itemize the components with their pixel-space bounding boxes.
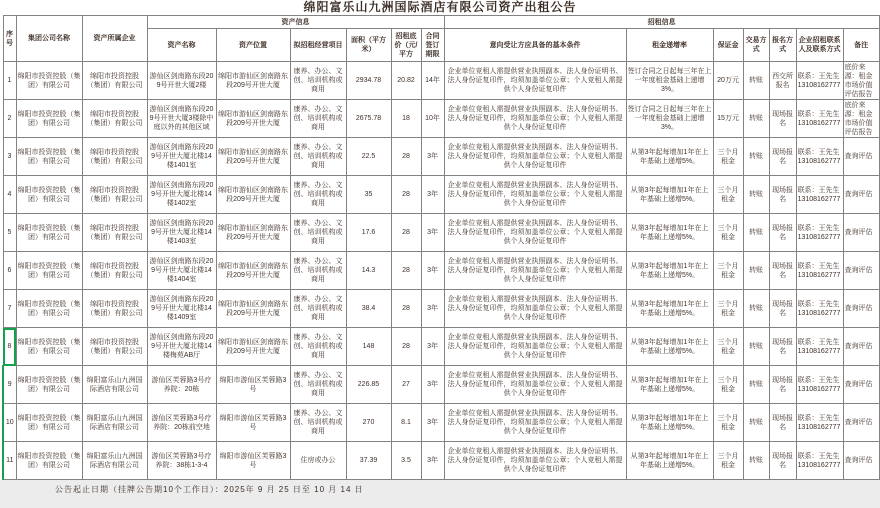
cell-seq[interactable]: 11 <box>3 442 16 480</box>
column-header-asset-name[interactable]: 资产名称 <box>147 29 216 62</box>
cell-business[interactable]: 康养、办公、文创、培训机构或商用 <box>290 366 346 404</box>
table-row <box>3 62 879 100</box>
cell-signup-method[interactable]: 现场报名 <box>769 252 796 290</box>
cell-area[interactable]: 2934.78 <box>346 62 391 100</box>
cell-owner[interactable]: 绵阳市投资控股（集团）有限公司 <box>82 290 147 328</box>
cell-term[interactable]: 14年 <box>421 62 444 100</box>
cell-trade-method[interactable]: 转账 <box>743 328 769 366</box>
table-row <box>3 214 879 252</box>
cell-signup-method[interactable]: 现场报名 <box>769 442 796 480</box>
cell-seq[interactable]: 6 <box>3 252 16 290</box>
cell-signup-method[interactable]: 西交所报名 <box>769 62 796 100</box>
column-header-asset-location[interactable]: 资产位置 <box>216 29 290 62</box>
cell-rent-increase[interactable]: 从第3年起每增加1年在上年基础上递增5%。 <box>626 138 713 176</box>
cell-contact[interactable]: 联系：王先生13108162777 <box>796 404 843 442</box>
cell-term[interactable]: 3年 <box>421 138 444 176</box>
cell-asset-name[interactable]: 游仙区剑南路东段209号开世大厦3楼除中庭以外的其他区域 <box>147 100 216 138</box>
cell-asset-name[interactable]: 游仙区剑南路东段209号开世大厦2楼 <box>147 62 216 100</box>
cell-base-price[interactable]: 18 <box>391 100 421 138</box>
cell-area[interactable]: 35 <box>346 176 391 214</box>
cell-remarks[interactable]: 底价来源：租金市场价值评估报告 <box>843 100 879 138</box>
cell-owner[interactable]: 绵阳市投资控股（集团）有限公司 <box>82 214 147 252</box>
cell-remarks[interactable]: 查询评估 <box>843 290 879 328</box>
cell-group-company[interactable]: 绵阳市投资控股（集团）有限公司 <box>16 404 82 442</box>
cell-contact[interactable]: 联系：王先生13108162777 <box>796 328 843 366</box>
cell-contact[interactable]: 联系：王先生13108162777 <box>796 100 843 138</box>
group-header-asset-info[interactable]: 资产信息 <box>147 16 444 29</box>
cell-rent-increase[interactable]: 从第3年起每增加1年在上年基础上递增5%。 <box>626 404 713 442</box>
column-header-deposit[interactable]: 保证金 <box>713 29 743 62</box>
cell-contact[interactable]: 联系：王先生13108162777 <box>796 442 843 480</box>
asset-rental-table <box>2 15 880 480</box>
cell-area[interactable]: 17.6 <box>346 214 391 252</box>
cell-seq[interactable]: 2 <box>3 100 16 138</box>
cell-business[interactable]: 康养、办公、文创、培训机构或商用 <box>290 214 346 252</box>
cell-base-price[interactable]: 3.5 <box>391 442 421 480</box>
cell-group-company[interactable]: 绵阳市投资控股（集团）有限公司 <box>16 214 82 252</box>
cell-base-price[interactable]: 28 <box>391 252 421 290</box>
header-group-row <box>3 16 879 29</box>
cell-trade-method[interactable]: 转账 <box>743 176 769 214</box>
cell-deposit[interactable]: 三个月租金 <box>713 290 743 328</box>
cell-business[interactable]: 康养、办公、文创、培训机构或商用 <box>290 252 346 290</box>
table-row <box>3 366 879 404</box>
cell-asset-name[interactable]: 游仙区剑南路东段209号开世大厦北楼14楼1404室 <box>147 252 216 290</box>
cell-term[interactable]: 3年 <box>421 328 444 366</box>
cell-owner[interactable]: 绵阳富乐山九洲国际酒店有限公司 <box>82 404 147 442</box>
cell-term[interactable]: 10年 <box>421 100 444 138</box>
cell-trade-method[interactable]: 转账 <box>743 214 769 252</box>
selected-cell[interactable]: 8 <box>3 328 16 366</box>
cell-asset-name[interactable]: 游仙区剑南路东段209号开世大厦北楼14楼1403室 <box>147 214 216 252</box>
cell-signup-method[interactable]: 现场报名 <box>769 138 796 176</box>
cell-conditions[interactable]: 企业单位竞租人需提供营业执照副本、法人身份证明书、法人身份证复印件，均须加盖单位公章；个人竞租人需提供个人身份证复印件 <box>444 176 626 214</box>
cell-deposit[interactable]: 三个月租金 <box>713 366 743 404</box>
cell-business[interactable]: 康养、办公、文创、培训机构或商用 <box>290 100 346 138</box>
cell-area[interactable]: 37.39 <box>346 442 391 480</box>
column-header-base-price[interactable]: 招租底价（元/平方 <box>391 29 421 62</box>
cell-signup-method[interactable]: 现场报名 <box>769 100 796 138</box>
cell-business[interactable]: 康养、办公、文创、培训机构或商用 <box>290 176 346 214</box>
cell-area[interactable]: 38.4 <box>346 290 391 328</box>
cell-deposit[interactable]: 三个月租金 <box>713 252 743 290</box>
announcement-period-note: 公告起止日期（挂牌公告期10个工作日）：2025年 9 月 25 日至 10 月 14 日 <box>0 480 880 502</box>
cell-area[interactable]: 226.85 <box>346 366 391 404</box>
cell-conditions[interactable]: 企业单位竞租人需提供营业执照副本、法人身份证明书、法人身份证复印件，均须加盖单位公章；个人竞租人需提供个人身份证复印件 <box>444 252 626 290</box>
cell-remarks[interactable]: 底价来源：租金市场价值评估报告 <box>843 62 879 100</box>
table-body <box>3 62 879 480</box>
cell-seq[interactable]: 10 <box>3 404 16 442</box>
cell-rent-increase[interactable]: 签订合同之日起每三年在上一年度租金基础上递增3%。 <box>626 100 713 138</box>
cell-deposit[interactable]: 三个月租金 <box>713 328 743 366</box>
cell-term[interactable]: 3年 <box>421 214 444 252</box>
cell-asset-name[interactable]: 游仙区剑南路东段209号开世大厦北楼14楼1401室 <box>147 138 216 176</box>
cell-deposit[interactable]: 20万元 <box>713 62 743 100</box>
cell-asset-name[interactable]: 游仙区芙蓉路3号疗养院：20栋前空地 <box>147 404 216 442</box>
cell-asset-location[interactable]: 绵阳市游仙区剑南路东段209号开世大厦 <box>216 176 290 214</box>
cell-asset-location[interactable]: 绵阳市游仙区剑南路东段209号开世大厦 <box>216 252 290 290</box>
cell-rent-increase[interactable]: 从第3年起每增加1年在上年基础上递增5%。 <box>626 176 713 214</box>
column-header-remarks[interactable]: 备注 <box>843 29 879 62</box>
column-header-trade-method[interactable]: 交易方式 <box>743 29 769 62</box>
cell-rent-increase[interactable]: 从第3年起每增加1年在上年基础上递增5%。 <box>626 214 713 252</box>
cell-asset-name[interactable]: 游仙区芙蓉路3号疗养院：38栋1-3-4 <box>147 442 216 480</box>
cell-remarks[interactable]: 查询评估 <box>843 138 879 176</box>
cell-term[interactable]: 3年 <box>421 290 444 328</box>
cell-owner[interactable]: 绵阳市投资控股（集团）有限公司 <box>82 252 147 290</box>
cell-signup-method[interactable]: 现场报名 <box>769 366 796 404</box>
cell-contact[interactable]: 联系：王先生13108162777 <box>796 252 843 290</box>
cell-area[interactable]: 148 <box>346 328 391 366</box>
cell-signup-method[interactable]: 现场报名 <box>769 290 796 328</box>
cell-deposit[interactable]: 三个月租金 <box>713 176 743 214</box>
cell-term[interactable]: 3年 <box>421 404 444 442</box>
cell-business[interactable]: 康养、办公、文创、培训机构或商用 <box>290 404 346 442</box>
cell-group-company[interactable]: 绵阳市投资控股（集团）有限公司 <box>16 138 82 176</box>
cell-rent-increase[interactable]: 从第3年起每增加1年在上年基础上递增5%。 <box>626 366 713 404</box>
cell-business[interactable]: 康养、办公、文创、培训机构或商用 <box>290 290 346 328</box>
cell-group-company[interactable]: 绵阳市投资控股（集团）有限公司 <box>16 442 82 480</box>
cell-term[interactable]: 3年 <box>421 176 444 214</box>
cell-remarks[interactable]: 查询评估 <box>843 442 879 480</box>
column-header-seq[interactable]: 序号 <box>3 16 16 62</box>
cell-asset-name[interactable]: 游仙区芙蓉路3号疗养院：20栋 <box>147 366 216 404</box>
cell-business[interactable]: 住房或办公 <box>290 442 346 480</box>
cell-area[interactable]: 2675.78 <box>346 100 391 138</box>
cell-asset-location[interactable]: 绵阳市游仙区剑南路东段209号开世大厦 <box>216 62 290 100</box>
page-title: 绵阳富乐山九洲国际酒店有限公司资产出租公告 <box>303 0 577 14</box>
column-header-owner[interactable]: 资产所属企业 <box>82 16 147 62</box>
cell-base-price[interactable]: 28 <box>391 214 421 252</box>
cell-conditions[interactable]: 企业单位竞租人需提供营业执照副本、法人身份证明书、法人身份证复印件，均须加盖单位公章；个人竞租人需提供个人身份证复印件 <box>444 404 626 442</box>
cell-base-price[interactable]: 20.82 <box>391 62 421 100</box>
cell-asset-location[interactable]: 绵阳市游仙区剑南路东段209号开世大厦 <box>216 290 290 328</box>
cell-contact[interactable]: 联系：王先生13108162777 <box>796 290 843 328</box>
cell-deposit[interactable]: 三个月租金 <box>713 138 743 176</box>
cell-remarks[interactable]: 查询评估 <box>843 214 879 252</box>
cell-asset-location[interactable]: 绵阳市游仙区芙蓉路3号 <box>216 442 290 480</box>
cell-signup-method[interactable]: 现场报名 <box>769 176 796 214</box>
cell-trade-method[interactable]: 转账 <box>743 138 769 176</box>
cell-conditions[interactable]: 企业单位竞租人需提供营业执照副本、法人身份证明书、法人身份证复印件，均须加盖单位公章；个人竞租人需提供个人身份证复印件 <box>444 328 626 366</box>
cell-deposit[interactable]: 15万元 <box>713 100 743 138</box>
cell-contact[interactable]: 联系：王先生13108162777 <box>796 62 843 100</box>
cell-remarks[interactable]: 查询评估 <box>843 404 879 442</box>
cell-area[interactable]: 14.3 <box>346 252 391 290</box>
cell-remarks[interactable]: 查询评估 <box>843 252 879 290</box>
cell-group-company[interactable]: 绵阳市投资控股（集团）有限公司 <box>16 252 82 290</box>
cell-owner[interactable]: 绵阳市投资控股（集团）有限公司 <box>82 138 147 176</box>
cell-contact[interactable]: 联系：王先生13108162777 <box>796 366 843 404</box>
cell-trade-method[interactable]: 转账 <box>743 290 769 328</box>
cell-conditions[interactable]: 企业单位竞租人需提供营业执照副本、法人身份证明书、法人身份证复印件，均须加盖单位公章；个人竞租人需提供个人身份证复印件 <box>444 442 626 480</box>
cell-remarks[interactable]: 查询评估 <box>843 176 879 214</box>
cell-term[interactable]: 3年 <box>421 442 444 480</box>
cell-rent-increase[interactable]: 签订合同之日起每三年在上一年度租金基础上递增3%。 <box>626 62 713 100</box>
group-header-rental-info[interactable]: 招租信息 <box>444 16 879 29</box>
cell-asset-name[interactable]: 游仙区剑南路东段209号开世大厦北楼14楼梅苑AB厅 <box>147 328 216 366</box>
column-header-business[interactable]: 拟招租经营项目 <box>290 29 346 62</box>
table-row <box>3 404 879 442</box>
cell-asset-name[interactable]: 游仙区剑南路东段209号开世大厦北楼14楼1402室 <box>147 176 216 214</box>
column-header-conditions[interactable]: 意向受让方应具备的基本条件 <box>444 29 626 62</box>
cell-base-price[interactable]: 28 <box>391 328 421 366</box>
table-row <box>3 100 879 138</box>
table-row <box>3 138 879 176</box>
cell-conditions[interactable]: 企业单位竞租人需提供营业执照副本、法人身份证明书、法人身份证复印件，均须加盖单位公章；个人竞租人需提供个人身份证复印件 <box>444 290 626 328</box>
cell-asset-location[interactable]: 绵阳市游仙区芙蓉路3号 <box>216 404 290 442</box>
cell-asset-location[interactable]: 绵阳市游仙区剑南路东段209号开世大厦 <box>216 138 290 176</box>
cell-term[interactable]: 3年 <box>421 252 444 290</box>
cell-seq[interactable]: 9 <box>3 366 16 404</box>
cell-group-company[interactable]: 绵阳市投资控股（集团）有限公司 <box>16 366 82 404</box>
cell-contact[interactable]: 联系：王先生13108162777 <box>796 138 843 176</box>
cell-area[interactable]: 270 <box>346 404 391 442</box>
cell-term[interactable]: 3年 <box>421 366 444 404</box>
cell-trade-method[interactable]: 转账 <box>743 442 769 480</box>
cell-business[interactable]: 康养、办公、文创、培训机构或商用 <box>290 62 346 100</box>
cell-asset-location[interactable]: 绵阳市游仙区剑南路东段209号开世大厦 <box>216 214 290 252</box>
cell-deposit[interactable]: 三个月租金 <box>713 404 743 442</box>
cell-signup-method[interactable]: 现场报名 <box>769 214 796 252</box>
column-header-term[interactable]: 合同签订期限 <box>421 29 444 62</box>
cell-base-price[interactable]: 8.1 <box>391 404 421 442</box>
cell-trade-method[interactable]: 转账 <box>743 252 769 290</box>
cell-seq[interactable]: 5 <box>3 214 16 252</box>
cell-conditions[interactable]: 企业单位竞租人需提供营业执照副本、法人身份证明书、法人身份证复印件，均须加盖单位公章；个人竞租人需提供个人身份证复印件 <box>444 100 626 138</box>
cell-owner[interactable]: 绵阳市投资控股（集团）有限公司 <box>82 62 147 100</box>
cell-rent-increase[interactable]: 从第3年起每增加1年在上年基础上递增5%。 <box>626 252 713 290</box>
cell-signup-method[interactable]: 现场报名 <box>769 328 796 366</box>
cell-area[interactable]: 22.5 <box>346 138 391 176</box>
cell-business[interactable]: 康养、办公、文创、培训机构或商用 <box>290 328 346 366</box>
cell-group-company[interactable]: 绵阳市投资控股（集团）有限公司 <box>16 290 82 328</box>
cell-trade-method[interactable]: 转账 <box>743 404 769 442</box>
cell-conditions[interactable]: 企业单位竞租人需提供营业执照副本、法人身份证明书、法人身份证复印件，均须加盖单位公章；个人竞租人需提供个人身份证复印件 <box>444 214 626 252</box>
column-header-rent-increase[interactable]: 租金递增率 <box>626 29 713 62</box>
cell-owner[interactable]: 绵阳富乐山九洲国际酒店有限公司 <box>82 442 147 480</box>
cell-asset-name[interactable]: 游仙区剑南路东段209号开世大厦北楼14楼1409室 <box>147 290 216 328</box>
cell-asset-location[interactable]: 绵阳市游仙区芙蓉路3号 <box>216 366 290 404</box>
cell-signup-method[interactable]: 现场报名 <box>769 404 796 442</box>
table-row <box>3 290 879 328</box>
cell-remarks[interactable]: 查询评估 <box>843 366 879 404</box>
cell-business[interactable]: 康养、办公、文创、培训机构或商用 <box>290 138 346 176</box>
cell-contact[interactable]: 联系：王先生13108162777 <box>796 214 843 252</box>
cell-group-company[interactable]: 绵阳市投资控股（集团）有限公司 <box>16 328 82 366</box>
cell-seq[interactable]: 3 <box>3 138 16 176</box>
table-row <box>3 328 879 366</box>
cell-contact[interactable]: 联系：王先生13108162777 <box>796 176 843 214</box>
column-header-area[interactable]: 面积（平方米） <box>346 29 391 62</box>
cell-rent-increase[interactable]: 从第3年起每增加1年在上年基础上递增5%。 <box>626 442 713 480</box>
cell-conditions[interactable]: 企业单位竞租人需提供营业执照副本、法人身份证明书、法人身份证复印件，均须加盖单位公章；个人竞租人需提供个人身份证复印件 <box>444 138 626 176</box>
cell-trade-method[interactable]: 转账 <box>743 100 769 138</box>
cell-owner[interactable]: 绵阳市投资控股（集团）有限公司 <box>82 100 147 138</box>
cell-asset-location[interactable]: 绵阳市游仙区剑南路东段209号开世大厦 <box>216 328 290 366</box>
cell-seq[interactable]: 1 <box>3 62 16 100</box>
column-header-group-company[interactable]: 集团公司名称 <box>16 16 82 62</box>
column-header-contact[interactable]: 企业招租联系人及联系方式 <box>796 29 843 62</box>
cell-seq[interactable]: 4 <box>3 176 16 214</box>
cell-trade-method[interactable]: 转账 <box>743 366 769 404</box>
cell-trade-method[interactable]: 转账 <box>743 62 769 100</box>
cell-group-company[interactable]: 绵阳市投资控股（集团）有限公司 <box>16 176 82 214</box>
cell-remarks[interactable]: 查询评估 <box>843 328 879 366</box>
cell-conditions[interactable]: 企业单位竞租人需提供营业执照副本、法人身份证明书、法人身份证复印件，均须加盖单位公章；个人竞租人需提供个人身份证复印件 <box>444 366 626 404</box>
table-row <box>3 252 879 290</box>
cell-base-price[interactable]: 28 <box>391 176 421 214</box>
cell-deposit[interactable]: 三个月租金 <box>713 442 743 480</box>
cell-asset-location[interactable]: 绵阳市游仙区剑南路东段209号开世大厦 <box>216 100 290 138</box>
cell-owner[interactable]: 绵阳市投资控股（集团）有限公司 <box>82 176 147 214</box>
column-header-signup-method[interactable]: 报名方式 <box>769 29 796 62</box>
table-row <box>3 442 879 480</box>
cell-deposit[interactable]: 三个月租金 <box>713 214 743 252</box>
cell-conditions[interactable]: 企业单位竞租人需提供营业执照副本、法人身份证明书、法人身份证复印件，均须加盖单位公章；个人竞租人需提供个人身份证复印件 <box>444 62 626 100</box>
cell-owner[interactable]: 绵阳市投资控股（集团）有限公司 <box>82 328 147 366</box>
cell-base-price[interactable]: 27 <box>391 366 421 404</box>
cell-rent-increase[interactable]: 从第3年起每增加1年在上年基础上递增5%。 <box>626 290 713 328</box>
cell-base-price[interactable]: 28 <box>391 138 421 176</box>
cell-base-price[interactable]: 28 <box>391 290 421 328</box>
cell-rent-increase[interactable]: 从第3年起每增加1年在上年基础上递增5%。 <box>626 328 713 366</box>
cell-owner[interactable]: 绵阳富乐山九洲国际酒店有限公司 <box>82 366 147 404</box>
cell-group-company[interactable]: 绵阳市投资控股（集团）有限公司 <box>16 62 82 100</box>
cell-group-company[interactable]: 绵阳市投资控股（集团）有限公司 <box>16 100 82 138</box>
table-row <box>3 176 879 214</box>
cell-seq[interactable]: 7 <box>3 290 16 328</box>
